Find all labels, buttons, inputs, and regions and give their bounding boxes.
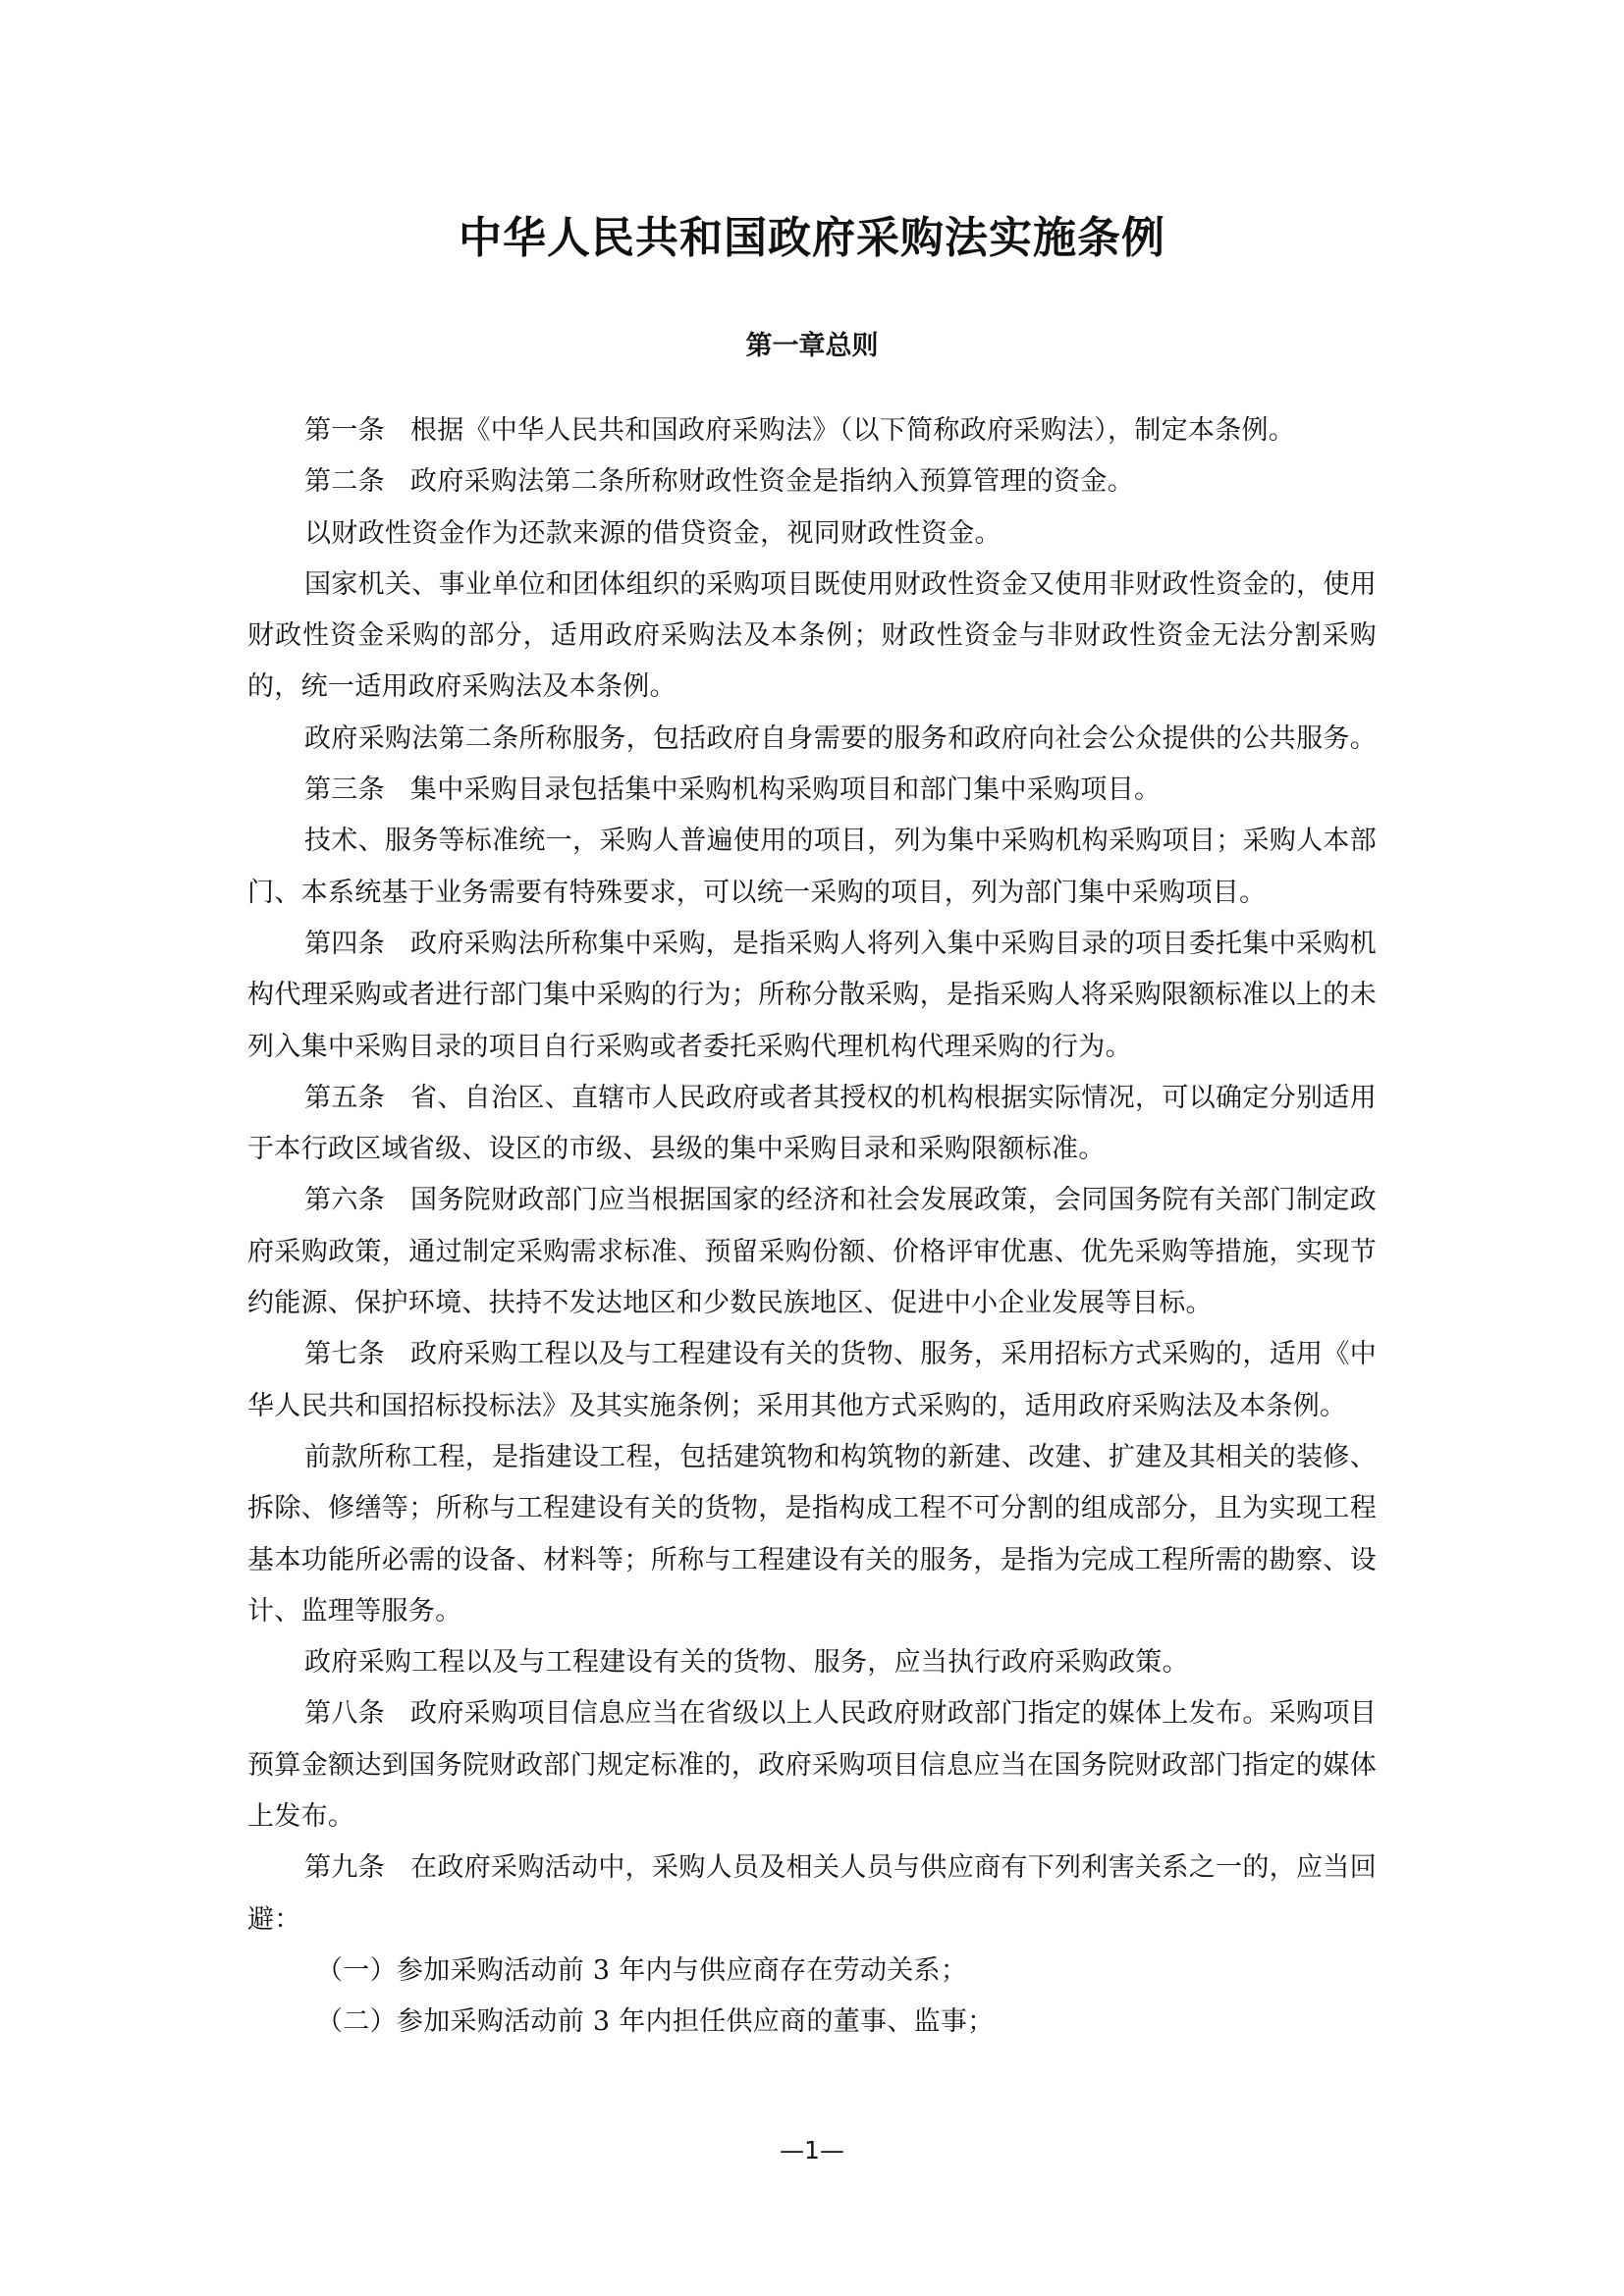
- paragraph: [247, 1329, 1377, 1432]
- paragraph-text: 政府采购法所称集中采购，是指采购人将列入集中采购目录的项目委托集中采购机构代理采购或者进行部门集中采购的行为；所称分散采购，是指采购人将采购限额标准以上的未列入集中采购目录的项目自行采购或者委托采购代理机构代理采购的行为。: [247, 928, 1377, 1062]
- article-number: 第二条: [304, 466, 385, 498]
- article-number: 第七条: [304, 1339, 386, 1370]
- paragraph-text: 省、自治区、直辖市人民政府或者其授权的机构根据实际情况，可以确定分别适用于本行政区域省级、设区的市级、县级的集中采购目录和采购限额标准。: [247, 1082, 1377, 1165]
- paragraph: [247, 508, 1377, 560]
- paragraph: [247, 1842, 1377, 1946]
- paragraph-text: 根据《中华人民共和国政府采购法》（以下简称政府采购法），制定本条例。: [409, 415, 1296, 446]
- paragraph: [247, 456, 1377, 507]
- chapter-heading: 第一章总则: [745, 331, 879, 361]
- list-item: [247, 1997, 1377, 2048]
- paragraph: [247, 1432, 1377, 1637]
- list-item-text: （一）参加采购活动前 3 年内与供应商存在劳动关系；: [316, 1954, 968, 1986]
- article-number: 第三条: [304, 774, 385, 806]
- paragraph: [247, 765, 1377, 816]
- paragraph-text: 国家机关、事业单位和团体组织的采购项目既使用财政性资金又使用非财政性资金的，使用财政性资金采购的部分，适用政府采购法及本条例；财政性资金与非财政性资金无法分割采购的，统一适用政府采购法及本条例。: [247, 568, 1377, 703]
- list-item-text: （二）参加采购活动前 3 年内担任供应商的董事、监事；: [316, 2006, 995, 2038]
- paragraph: [247, 405, 1377, 456]
- article-number: 第五条: [304, 1082, 386, 1113]
- paragraph: [247, 1637, 1377, 1688]
- paragraph: [247, 816, 1377, 919]
- paragraph: [247, 919, 1377, 1073]
- paragraph: [247, 1175, 1377, 1329]
- article-number: 第四条: [304, 928, 386, 959]
- paragraph-text: 集中采购目录包括集中采购机构采购项目和部门集中采购项目。: [409, 774, 1162, 806]
- paragraph-text: 政府采购项目信息应当在省级以上人民政府财政部门指定的媒体上发布。采购项目预算金额达到国务院财政部门规定标准的，政府采购项目信息应当在国务院财政部门指定的媒体上发布。: [247, 1698, 1377, 1833]
- paragraph-text: 政府采购工程以及与工程建设有关的货物、服务，应当执行政府采购政策。: [304, 1647, 1189, 1679]
- paragraph-text: 政府采购法第二条所称服务，包括政府自身需要的服务和政府向社会公众提供的公共服务。: [304, 722, 1377, 754]
- article-number: 第九条: [304, 1852, 386, 1884]
- article-number: 第六条: [304, 1185, 386, 1216]
- paragraph-text: 技术、服务等标准统一，采购人普遍使用的项目，列为集中采购机构采购项目；采购人本部门、本系统基于业务需要有特殊要求，可以统一采购的项目，列为部门集中采购项目。: [247, 826, 1377, 908]
- paragraph-text: 以财政性资金作为还款来源的借贷资金，视同财政性资金。: [304, 517, 1001, 549]
- page-number: —1—: [780, 2136, 844, 2164]
- paragraph: [247, 714, 1377, 765]
- document-body: [247, 405, 1377, 2049]
- document-title: 中华人民共和国政府采购法实施条例: [459, 213, 1165, 263]
- paragraph: [247, 1688, 1377, 1842]
- list-item: [247, 1946, 1377, 1997]
- paragraph: [247, 1073, 1377, 1176]
- article-number: 第八条: [304, 1698, 386, 1730]
- paragraph: [247, 560, 1377, 714]
- article-number: 第一条: [304, 415, 385, 446]
- paragraph-text: 政府采购工程以及与工程建设有关的货物、服务，采用招标方式采购的，适用《中华人民共和国招标投标法》及其实施条例；采用其他方式采购的，适用政府采购法及本条例。: [247, 1339, 1377, 1421]
- paragraph-text: 政府采购法第二条所称财政性资金是指纳入预算管理的资金。: [409, 466, 1135, 498]
- paragraph-text: 前款所称工程，是指建设工程，包括建筑物和构筑物的新建、改建、扩建及其相关的装修、拆除、修缮等；所称与工程建设有关的货物，是指构成工程不可分割的组成部分，且为实现工程基本功能所必需的设备、材料等；所称与工程建设有关的服务，是指为完成工程所需的勘察、设计、监理等服务。: [247, 1441, 1377, 1627]
- paragraph-text: 在政府采购活动中，采购人员及相关人员与供应商有下列利害关系之一的，应当回避：: [247, 1852, 1377, 1935]
- paragraph-text: 国务院财政部门应当根据国家的经济和社会发展政策，会同国务院有关部门制定政府采购政策，通过制定采购需求标准、预留采购份额、价格评审优惠、优先采购等措施，实现节约能源、保护环境、扶持不发达地区和少数民族地区、促进中小企业发展等目标。: [247, 1185, 1377, 1319]
